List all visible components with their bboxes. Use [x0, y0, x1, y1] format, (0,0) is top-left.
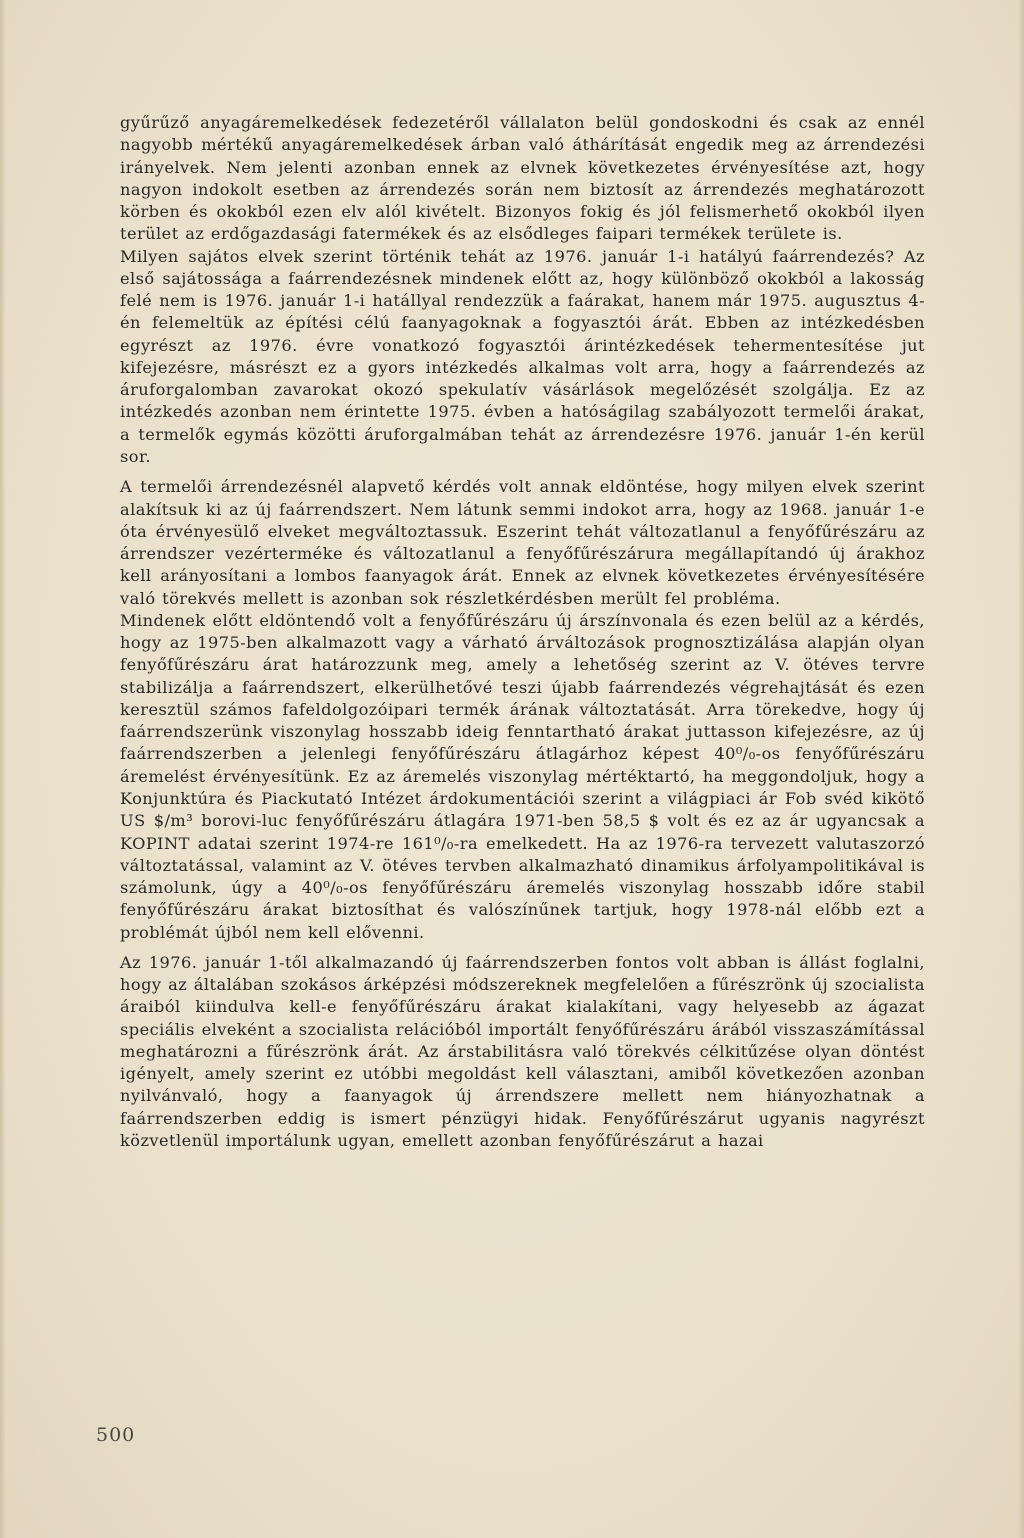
paragraph: Milyen sajátos elvek szerint történik tehát az 1976. január 1-i hatályú faárrendezés? Az első sajátossága a faárrendezésnek mindenek előtt az, hogy különböző okokból a lakosság felé nem is 1976. január 1-i hatállyal rendezzük a faárakat, hanem már 1975. augusztus 4-én felemeltük az építési célú faanyagoknak a fogyasztói árát. Ebben az intézkedésben egyrészt az 1976. évre vonatkozó fogyasztói árintézkedések tehermentesítése jut kifejezésre, másrészt ez a gyors intézkedés alkalmas volt arra, hogy a faárrendezés az áruforgalomban zavarokat okozó spekulatív vásárlások megelőzését szolgálja. Ez az intézkedés azonban nem érintette 1975. évben a hatóságilag szabályozott termelői árakat, a termelők egymás közötti áruforgalmában tehát az árrendezésre 1976. január 1-én kerül sor.	[120, 246, 925, 466]
page-edge-shadow-right	[1018, 0, 1024, 1538]
paragraph: Mindenek előtt eldöntendő volt a fenyőfűrészáru új árszínvonala és ezen belül az a kérdés, hogy az 1975-ben alkalmazott vagy a várható árváltozások prognosztizálása alapján olyan fenyőfűrészáru árat határozzunk meg, amely a lehetőség szerint az V. ötéves tervre stabilizálja a faárrendszert, elkerülhetővé teszi újabb faárrendezés végrehajtását és ezen keresztül számos fafeldolgozóipari termék árának változtatását. Arra törekedve, hogy új faárrendszerünk viszonylag hosszabb ideig fenntartható árakat juttasson kifejezésre, az új faárrendszerben a jelenlegi fenyőfűrészáru átlagárhoz képest 40⁰/₀-os fenyőfűrészáru áremelést érvényesítünk. Ez az áremelés viszonylag mértéktartó, ha meggondoljuk, hogy a Konjunktúra és Piackutató Intézet árdokumentációi szerint a világpiaci ár Fob svéd kikötő US $/m³ borovi-luc fenyőfűrészáru átlagára 1971-ben 58,5 $ volt és ez az ár ugyancsak a KOPINT adatai szerint 1974-re 161⁰/₀-ra emelkedett. Ha az 1976-ra tervezett valutaszorzó változtatással, valamint az V. ötéves tervben alkalmazható dinamikus árfolyampolitikával is számolunk, úgy a 40⁰/₀-os fenyőfűrészáru áremelés viszonylag hosszabb időre stabil fenyőfűrészáru árakat biztosíthat és valószínűnek tartjuk, hogy 1978-nál előbb ezt a problémát újból nem kell elővenni.	[120, 610, 925, 942]
page-edge-shadow-left	[0, 0, 6, 1538]
paragraph: gyűrűző anyagáremelkedések fedezetéről vállalaton belül gondoskodni és csak az ennél nagyobb mértékű anyagáremelkedések árban való áthárítását engedik meg az árrendezési irányelvek. Nem jelenti azonban ennek az elvnek következetes érvényesítése azt, hogy nagyon indokolt esetben az árrendezés során nem biztosít az árrendezés meghatározott körben és okokból ezen elv alól kivételt. Bizonyos fokig és jól felismerhető okokból ilyen terület az erdőgazdasági fatermékek és az elsődleges faipari termékek területe is.	[120, 113, 925, 244]
paragraph: Az 1976. január 1-től alkalmazandó új faárrendszerben fontos volt abban is állást foglalni, hogy az általában szokásos árképzési módszereknek megfelelően a fűrészrönk új szocialista áraiból kiindulva kell-e fenyőfűrészáru árakat kialakítani, vagy helyesebb az ágazat speciális elveként a szocialista relációból importált fenyőfűrészáru árából visszaszámítással meghatározni a fűrészrönk árát. Az árstabilitásra való törekvés célkitűzése olyan döntést igényelt, amely szerint ez utóbbi megoldást kell választani, amiből következően azonban nyilvánvaló, hogy a faanyagok új árrendszere mellett nem hiányozhatnak a faárrendszerben eddig is ismert pénzügyi hidak. Fenyőfűrészárut ugyanis nagyrészt közvetlenül importálunk ugyan, emellett azonban fenyőfűrészárut a hazai	[120, 952, 925, 1150]
page-number: 500	[96, 1424, 136, 1446]
body-text	[120, 112, 925, 1152]
paragraph: A termelői árrendezésnél alapvető kérdés volt annak eldöntése, hogy milyen elvek szerint alakítsuk ki az új faárrendszert. Nem látunk semmi indokot arra, hogy az 1968. január 1-e óta érvényesülő elveket megváltoztassuk. Eszerint tehát változatlanul a fenyőfűrészáru az árrendszer vezérterméke és változatlanul a fenyőfűrészárura megállapítandó új árakhoz kell arányosítani a lombos faanyagok árát. Ennek az elvnek következetes érvényesítésére való törekvés mellett is azonban sok részletkérdésben merült fel probléma.	[120, 477, 925, 608]
